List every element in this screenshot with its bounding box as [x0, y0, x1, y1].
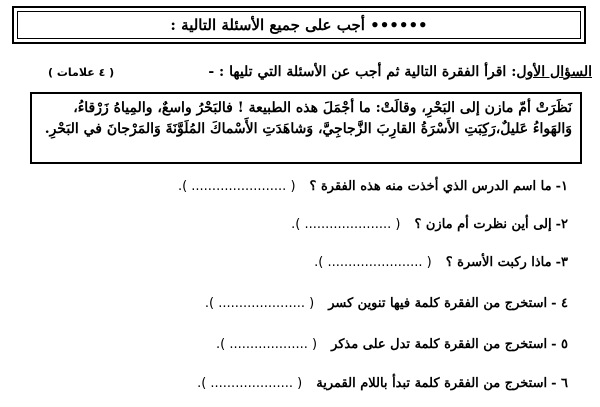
question-2-item — [8, 213, 568, 235]
question-text: استخرج من الفقرة كلمة فيها تنوين كسر — [328, 295, 548, 311]
answer-blank[interactable]: ( ....................... ). — [314, 254, 432, 270]
question-1-label: السؤال الأول — [516, 64, 592, 80]
question-number: ٢- — [555, 216, 568, 232]
question-4-item — [8, 292, 568, 314]
question-3-item — [8, 251, 568, 273]
reading-passage: نَظَرَتْ أمّ مازن إلى البَحْرِ، وقالَتْ: ما أجْمَلَ هذه الطبيعة ! فالبَحْرُ واسعٌ، والمِياهُ زَرْقاءُ، وَالهَواءُ عَليلٌ،رَكِبَتِ الأَسْرَةُ القارِبَ الزَّجاجِيَّ، وَشاهَدَتِ الأَسْماكَ المُلَوَّنَةَ وَالمَرْجانَ في البَحْرِ. — [30, 92, 582, 164]
marks-badge: ( ٤ علامات ) — [48, 65, 115, 79]
question-1-header — [8, 62, 592, 82]
question-1-item — [8, 175, 568, 197]
question-5-item — [8, 333, 568, 355]
question-number: ٦ - — [551, 375, 568, 391]
title-box — [12, 6, 586, 44]
question-number: ٤ - — [551, 295, 568, 311]
question-text: استخرج من الفقرة كلمة تدل على مذكر — [331, 336, 548, 352]
answer-blank[interactable]: ( .................... ). — [197, 375, 303, 391]
question-number: ٣- — [555, 254, 568, 270]
answer-blank[interactable]: ( ..................... ). — [291, 216, 401, 232]
question-text: استخرج من الفقرة كلمة تبدأ باللام القمرية — [316, 375, 548, 391]
page-title: •••••• أجب على جميع الأسئلة التالية : — [17, 11, 581, 39]
question-number: ١- — [555, 178, 568, 194]
question-1-instruction: : اقرأ الفقرة التالية ثم أجب عن الأسئلة التي تليها : - — [208, 64, 517, 80]
question-1-heading — [208, 64, 592, 80]
question-text: ماذا ركبت الأسرة ؟ — [445, 254, 552, 270]
question-text: إلى أين نظرت أم مازن ؟ — [414, 216, 552, 232]
answer-blank[interactable]: ( ..................... ). — [204, 295, 315, 311]
question-number: ٥ - — [551, 336, 568, 352]
answer-blank[interactable]: ( ....................... ). — [177, 178, 296, 194]
question-text: ما اسم الدرس الذي أخذت منه هذه الفقرة ؟ — [309, 178, 552, 194]
question-6-item — [8, 372, 568, 394]
answer-blank[interactable]: ( ................... ). — [216, 336, 318, 352]
